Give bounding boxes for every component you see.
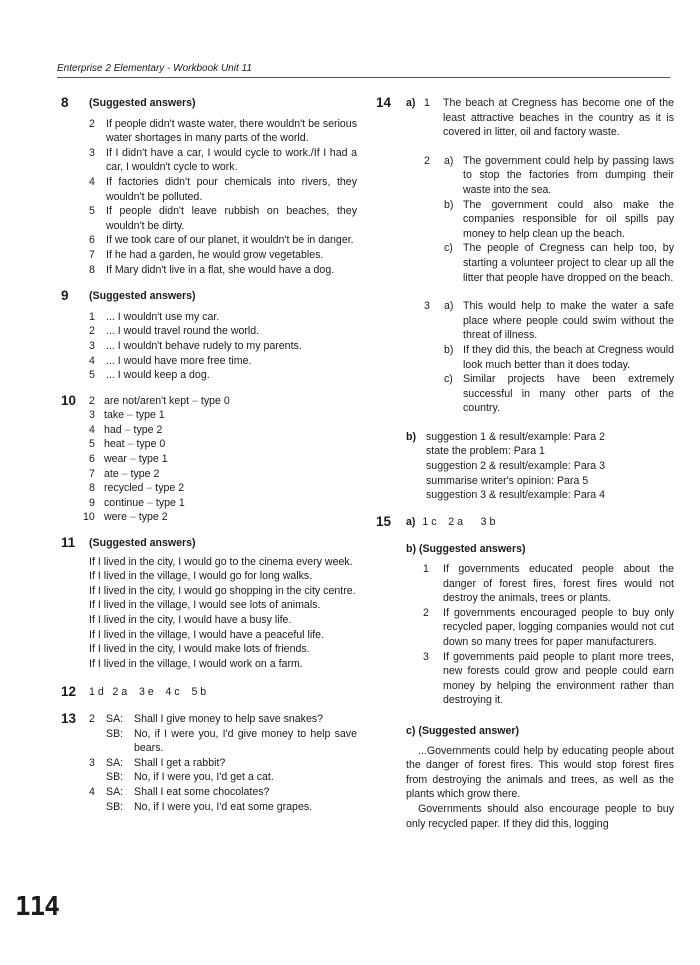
answer-item: 4 ... I would have more free time. [89,354,252,367]
answer-item: 3 a) This would help to make the water a safe place where people could swim without the threat of illness. [424,300,674,342]
subsection-title: c) (Suggested answer) [406,724,520,737]
dialogue-item: SB: No, if I were you, I'd get a cat. [106,771,274,784]
answer-line: If I lived in the village, I would have a peaceful life. [89,628,324,641]
answer-item: 5 If people didn't leave rubbish on beaches, they wouldn't be dirty. [89,205,357,232]
answer-line: summarise writer's opinion: Para 5 [426,474,589,487]
left-column [61,96,357,825]
answer-line: If I lived in the village, I would go for long walks. [89,570,313,583]
paragraph: ...Governments could help by educating people about the danger of forest fires. This would stop forest fires from destroying the animals and trees, as well as the plants which grow there. [406,744,674,801]
answer-item: 4 If factories didn't pour chemicals into rivers, they wouldn't be polluted. [89,175,357,203]
answer-item: 1 If governments educated people about the danger of forest fires, forest fires would not destroy the animals, trees or plants. [423,563,674,605]
answer-item: 1 ... I wouldn't use my car. [89,310,220,323]
answer-block-c [376,724,674,831]
answer-item: 2 If governments encouraged people to buy only recycled paper, logging companies would not cut down so many trees for paper manufacturers. [423,606,674,648]
answer-item: 2 a) The government could help by passing laws to stop the factories from dumping their waste into the sea. [424,154,674,196]
answer-item: 2 If people didn't waste water, there wouldn't be serious water shortages in many parts of the world. [89,117,357,145]
header-rule [57,77,670,78]
answer-item: 7 If he had a garden, he would grow vegetables. [89,248,324,261]
answer-item: 7 ate – type 2 [89,467,160,480]
exercise-number: 14 [376,95,392,110]
answer-line: If I lived in the city, I would make lots of friends. [89,643,310,656]
exercise-title: (Suggested answers) [89,537,196,550]
answer-row: 1 d 2 a 3 e 4 c 5 b [89,686,207,699]
answer-line: If I lived in the village, I would see lots of animals. [89,599,321,612]
answer-item: a) 1 The beach at Cregness has become one of the least attractive beaches in the country as it is covered in litter, oil and factory waste. [406,97,674,139]
answer-item: 2 ... I would travel round the world. [89,325,260,338]
exercise-number: 11 [61,535,76,551]
answer-line: If I lived in the city, I would go shopping in the city centre. [89,584,356,597]
answer-item: b) If they did this, the beach at Cregness would look much better than it does today. [444,343,674,371]
running-header: Enterprise 2 Elementary - Workbook Unit 11 [57,63,252,74]
answer-item: 3 take – type 1 [89,409,165,422]
dialogue-item: 2 SA: Shall I give money to help save snakes? [89,712,324,725]
dialogue-item: 4 SA: Shall I eat some chocolates? [89,785,270,798]
answer-line: If I lived in the city, I would have a busy life. [89,614,292,626]
answer-item: 4 had – type 2 [89,423,163,436]
answer-item: 3 If governments paid people to plant more trees, new forests could grow and people could earn money by helping the environment rather than destroying it. [423,650,674,707]
exercise-number: 12 [61,684,77,700]
page-number: 114 [15,892,59,922]
answer-line: suggestion 1 & result/example: Para 2 [426,430,606,443]
dialogue-item: SB: No, if I were you, I'd eat some grapes. [106,800,313,813]
answer-item: 6 If we took care of our planet, it wouldn't be in danger. [89,234,354,247]
exercise-11 [61,536,357,671]
exercise-title: (Suggested answers) [89,290,196,303]
right-column [376,96,674,841]
exercise-13 [61,712,357,814]
answer-item: 3 ... I wouldn't behave rudely to my parents. [89,339,302,352]
answer-item: 6 wear – type 1 [89,453,168,466]
exercise-8 [61,96,357,277]
dialogue-item: 3 SA: Shall I get a rabbit? [89,756,226,769]
exercise-14 [376,96,674,503]
answer-line: If I lived in the village, I would work on a farm. [89,657,303,670]
answer-block-b: b) suggestion 1 & result/example: Para 2 state the problem: Para 1 suggestion 2 & result/example: Para 3 summarise writer's opinion: Para 5 suggestion 3 & result/example: Para 4 [406,430,674,503]
exercise-number: 15 [376,513,392,529]
dialogue-item: SB: No, if I were you, I'd give money to help save bears. [106,727,357,755]
answer-item: 8 If Mary didn't live in a flat, she would have a dog. [89,263,335,276]
answer-item: 5 ... I would keep a dog. [89,369,210,382]
exercise-9 [61,289,357,383]
answer-item: 9 continue – type 1 [89,496,185,509]
subsection-title: b) (Suggested answers) [406,543,526,556]
answer-item: c) The people of Cregness can help too, by starting a volunteer project to clear up all the litter that people have dropped on the beach. [444,242,674,284]
exercise-title: (Suggested answers) [89,97,196,109]
answer-line: suggestion 3 & result/example: Para 4 [426,489,606,502]
answer-item: 2 are not/aren't kept – type 0 [89,394,230,407]
exercise-number: 9 [61,288,69,304]
answer-item: 3 If I didn't have a car, I would cycle to work./If I had a car, I wouldn't cycle to work. [89,146,357,174]
answer-item: b) The government could also make the companies responsible for oil spills pay money to help clean up the beach. [444,198,674,240]
answer-item: 8 recycled – type 2 [89,482,185,495]
exercise-12 [61,685,357,700]
answer-row: a) 1 c 2 a 3 b [406,515,496,528]
answer-line: state the problem: Para 1 [426,445,545,458]
answer-block-b [376,542,674,708]
answer-line: suggestion 2 & result/example: Para 3 [426,460,606,473]
answer-item: 5 heat – type 0 [89,438,166,451]
paragraph: Governments should also encourage people to buy only recycled paper. If they did this, logging [406,802,674,830]
exercise-10 [61,394,357,525]
answer-line: If I lived in the city, I would go to the cinema every week. [89,555,353,568]
exercise-number: 8 [61,95,69,110]
answer-item: 10 were – type 2 [83,511,168,524]
exercise-number: 13 [61,710,77,726]
exercise-number: 10 [61,392,77,408]
exercise-15 [376,515,674,831]
answer-item: c) Similar projects have been extremely successful in many other parts of the country. [444,373,674,415]
